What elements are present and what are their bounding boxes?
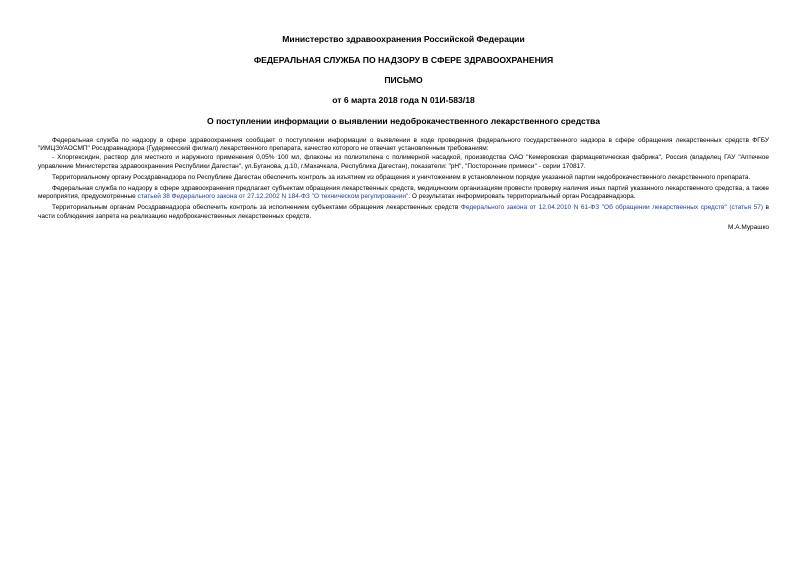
document-body <box>38 137 769 221</box>
document-date-number: от 6 марта 2018 года N 01И-583/18 <box>332 95 475 105</box>
service-title: ФЕДЕРАЛЬНАЯ СЛУЖБА ПО НАДЗОРУ В СФЕРЕ ЗДРАВООХРАНЕНИЯ <box>253 55 554 65</box>
signature: М.А.Мурашко <box>727 223 769 231</box>
paragraph-territorial-text-end: в части соблюдения запрета на реализацию недоброкачественных лекарственных средств. <box>38 204 769 220</box>
ministry-title: Министерство здравоохранения Российской Федерации <box>282 34 525 44</box>
law-184-fz-link[interactable]: статьей 38 Федерального закона от 27.12.2002 N 184-ФЗ "О техническом регулировании" <box>137 193 409 201</box>
paragraph-territorial-text-start: Территориальным органам Росздравнадзора обеспечить контроль за исполнением субъектами обращения лекарственных средств <box>52 204 461 212</box>
document-page <box>38 34 769 232</box>
paragraph-intro: Федеральная служба по надзору в сфере здравоохранения сообщает о поступлении информации о выявлении в ходе проведения федерального государственного надзора в сфере обращения лекарственных средств ФГБУ "ИМЦЭУАОСМП" Росздравнадзора (Гудермесский филиал) лекарственного препарата, качество которого не отвечает установленным требованиям: <box>38 137 769 153</box>
law-61-fz-link[interactable]: Федерального закона от 12.04.2010 N 61-ФЗ "Об обращении лекарственных средств" <box>460 204 727 212</box>
document-type: ПИСЬМО <box>384 75 423 85</box>
paragraph-drug-details: - Хлоргексидин, раствор для местного и наружного применения 0,05% 100 мл, флаконы из полиэтилена с полимерной насадкой, производства ОАО "Кемеровская фармацевтическая фабрика", Россия (владелец ГАУ "Аптечное управление Министерства здравоохранения Республики Дагестан", ул.Буганова, д.10, г.Махачкала, Республика Дагестан), показатели: "pH", "Посторонние примеси" - серии 170817. <box>38 154 769 170</box>
paragraph-inspection-text-start: Федеральная служба по надзору в сфере здравоохранения предлагает субъектам обращения лекарственных средств, медицинским организациям провести проверку наличия иных партий указанного лекарственного средства, а также мероприятия, предусмотренные <box>38 185 769 201</box>
document-subject: О поступлении информации о выявлении недоброкачественного лекарственного средства <box>207 116 600 126</box>
paragraph-inspection-text-end: . О результатах информировать территориальный орган Росздравнадзора. <box>408 193 636 201</box>
paragraph-inspection <box>38 185 769 201</box>
article-57-link[interactable]: (статья 57) <box>729 204 763 212</box>
paragraph-dagestan-control: Территориальному органу Росздравнадзора по Республике Дагестан обеспечить контроль за изъятием из обращения и уничтожением в установленном порядке указанной партии недоброкачественного лекарственного препарата. <box>52 173 751 181</box>
paragraph-territorial-control <box>38 204 769 220</box>
